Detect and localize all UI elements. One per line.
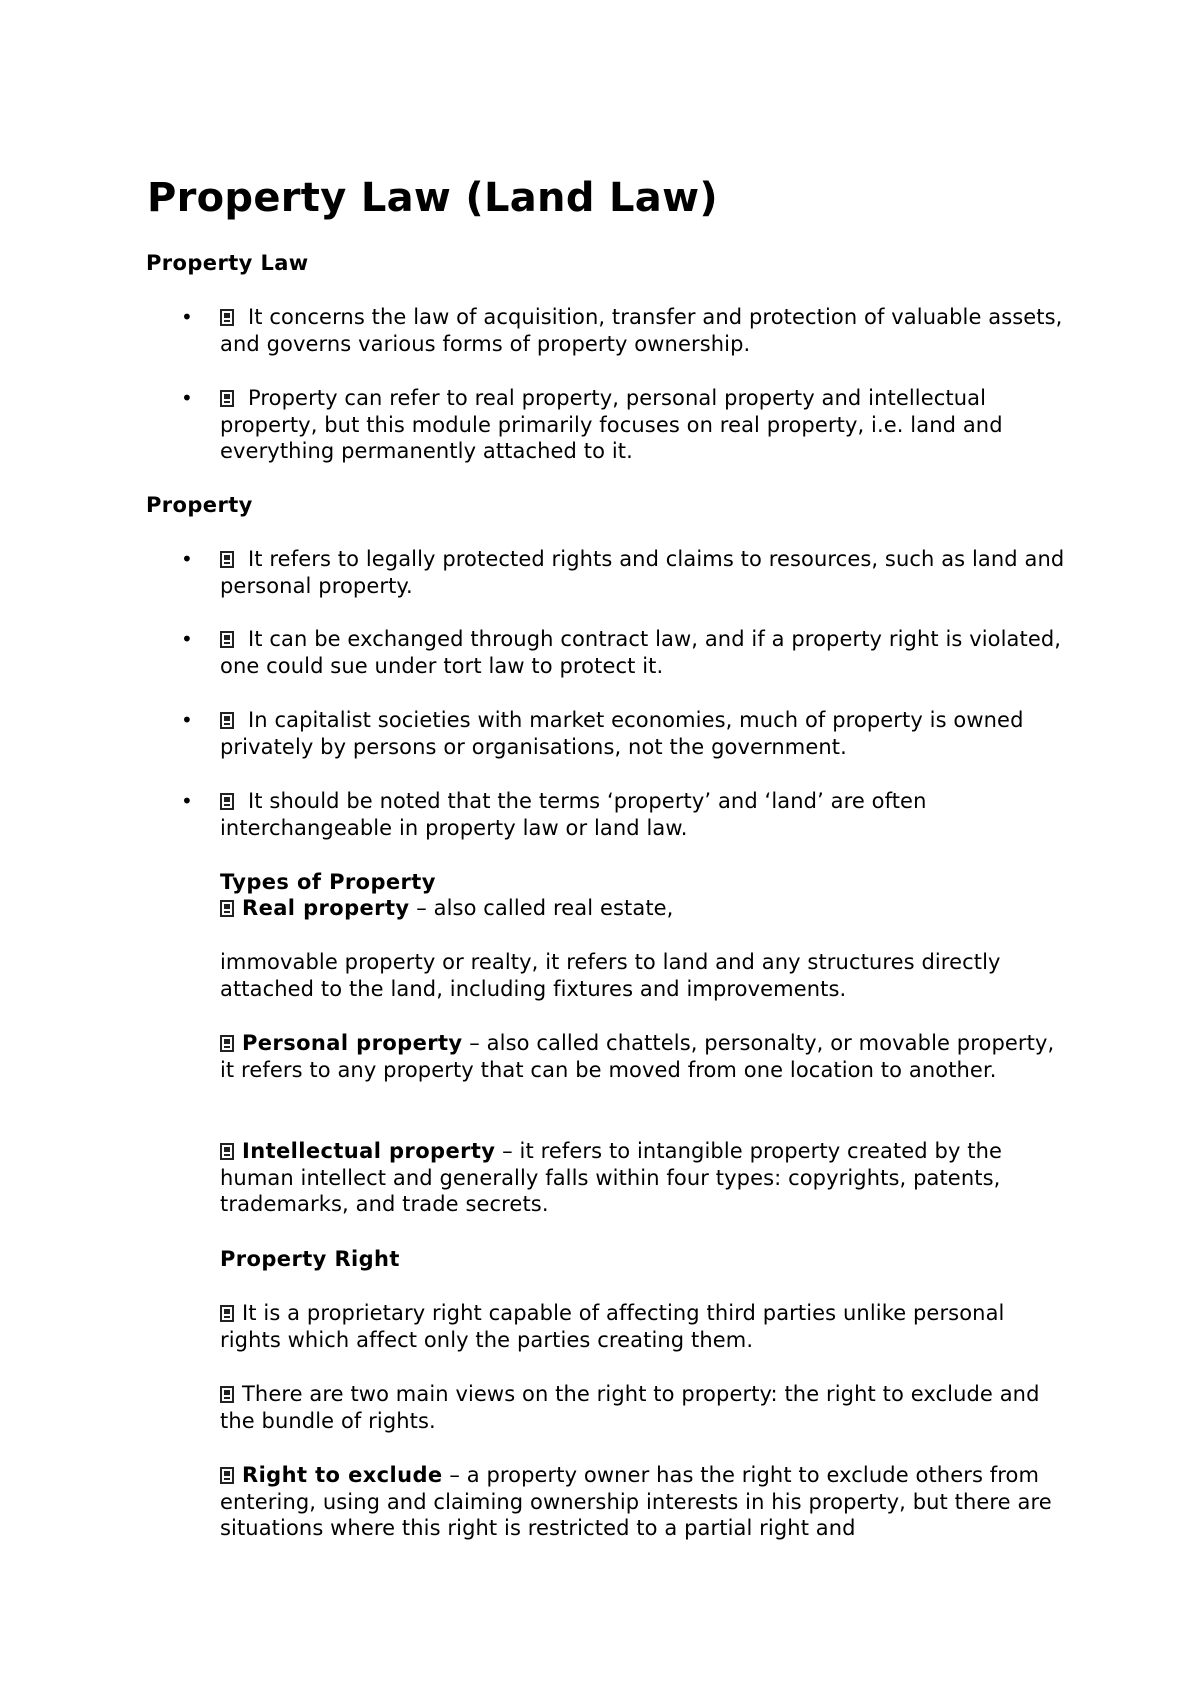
list-item: It should be noted that the terms ‘property’ and ‘land’ are often interchangeable in property law or land law.	[220, 789, 927, 840]
document-box-icon	[220, 551, 234, 568]
list-item: It can be exchanged through contract law, and if a property right is violated, one could sue under tort law to protect it.	[220, 627, 1062, 678]
section-heading-property-law: Property Law	[146, 251, 309, 275]
document-box-icon	[220, 1035, 234, 1052]
document-box-icon	[220, 793, 234, 810]
list-item: In capitalist societies with market economies, much of property is owned privately by persons or organisations, not the government.	[220, 708, 1024, 759]
section-heading-property: Property	[146, 493, 253, 517]
list-item: Property can refer to real property, personal property and intellectual property, but this module primarily focuses on real property, i.e. land and everything permanently attached to it.	[220, 386, 1003, 464]
property-right-views-paragraph: There are two main views on the right to property: the right to exclude and the bundle of rights.	[220, 1382, 1040, 1433]
page-title: Property Law (Land Law)	[147, 175, 718, 221]
bullet-dot: •	[181, 547, 193, 571]
document-box-icon	[220, 390, 234, 407]
bullet-dot: •	[181, 708, 193, 732]
document-box-icon	[220, 631, 234, 648]
real-property-line: Real property – also called real estate,	[220, 895, 1070, 922]
document-box-icon	[220, 900, 234, 917]
document-box-icon	[220, 309, 234, 326]
bullet-dot: •	[181, 386, 193, 410]
document-box-icon	[220, 1143, 234, 1160]
document-box-icon	[220, 1305, 234, 1322]
bullet-dot: •	[181, 627, 193, 651]
subheading-types-of-property: Types of Property	[220, 870, 436, 894]
subheading-property-right: Property Right	[220, 1247, 400, 1271]
intellectual-property-paragraph: Intellectual property – it refers to intangible property created by the human intellect and generally falls within four types: copyrights, patents, trademarks, and trade secrets.	[220, 1139, 1003, 1217]
real-property-description: immovable property or realty, it refers to land and any structures directly attached to the land, including fixtures and improvements.	[220, 950, 1001, 1001]
document-box-icon	[220, 1386, 234, 1403]
list-item: It concerns the law of acquisition, transfer and protection of valuable assets, and governs various forms of property ownership.	[220, 305, 1063, 356]
personal-property-paragraph: Personal property – also called chattels, personalty, or movable property, it refers to any property that can be moved from one location to another.	[220, 1031, 1055, 1082]
property-right-paragraph: It is a proprietary right capable of affecting third parties unlike personal rights which affect only the parties creating them.	[220, 1301, 1005, 1352]
document-box-icon	[220, 1467, 234, 1484]
list-item: It refers to legally protected rights and claims to resources, such as land and personal property.	[220, 547, 1065, 598]
bullet-dot: •	[181, 789, 193, 813]
document-box-icon	[220, 712, 234, 729]
right-to-exclude-paragraph: Right to exclude – a property owner has the right to exclude others from entering, using and claiming ownership interests in his property, but there are situations where this right is restricted to a partial right and	[220, 1463, 1052, 1541]
bullet-dot: •	[181, 305, 193, 329]
